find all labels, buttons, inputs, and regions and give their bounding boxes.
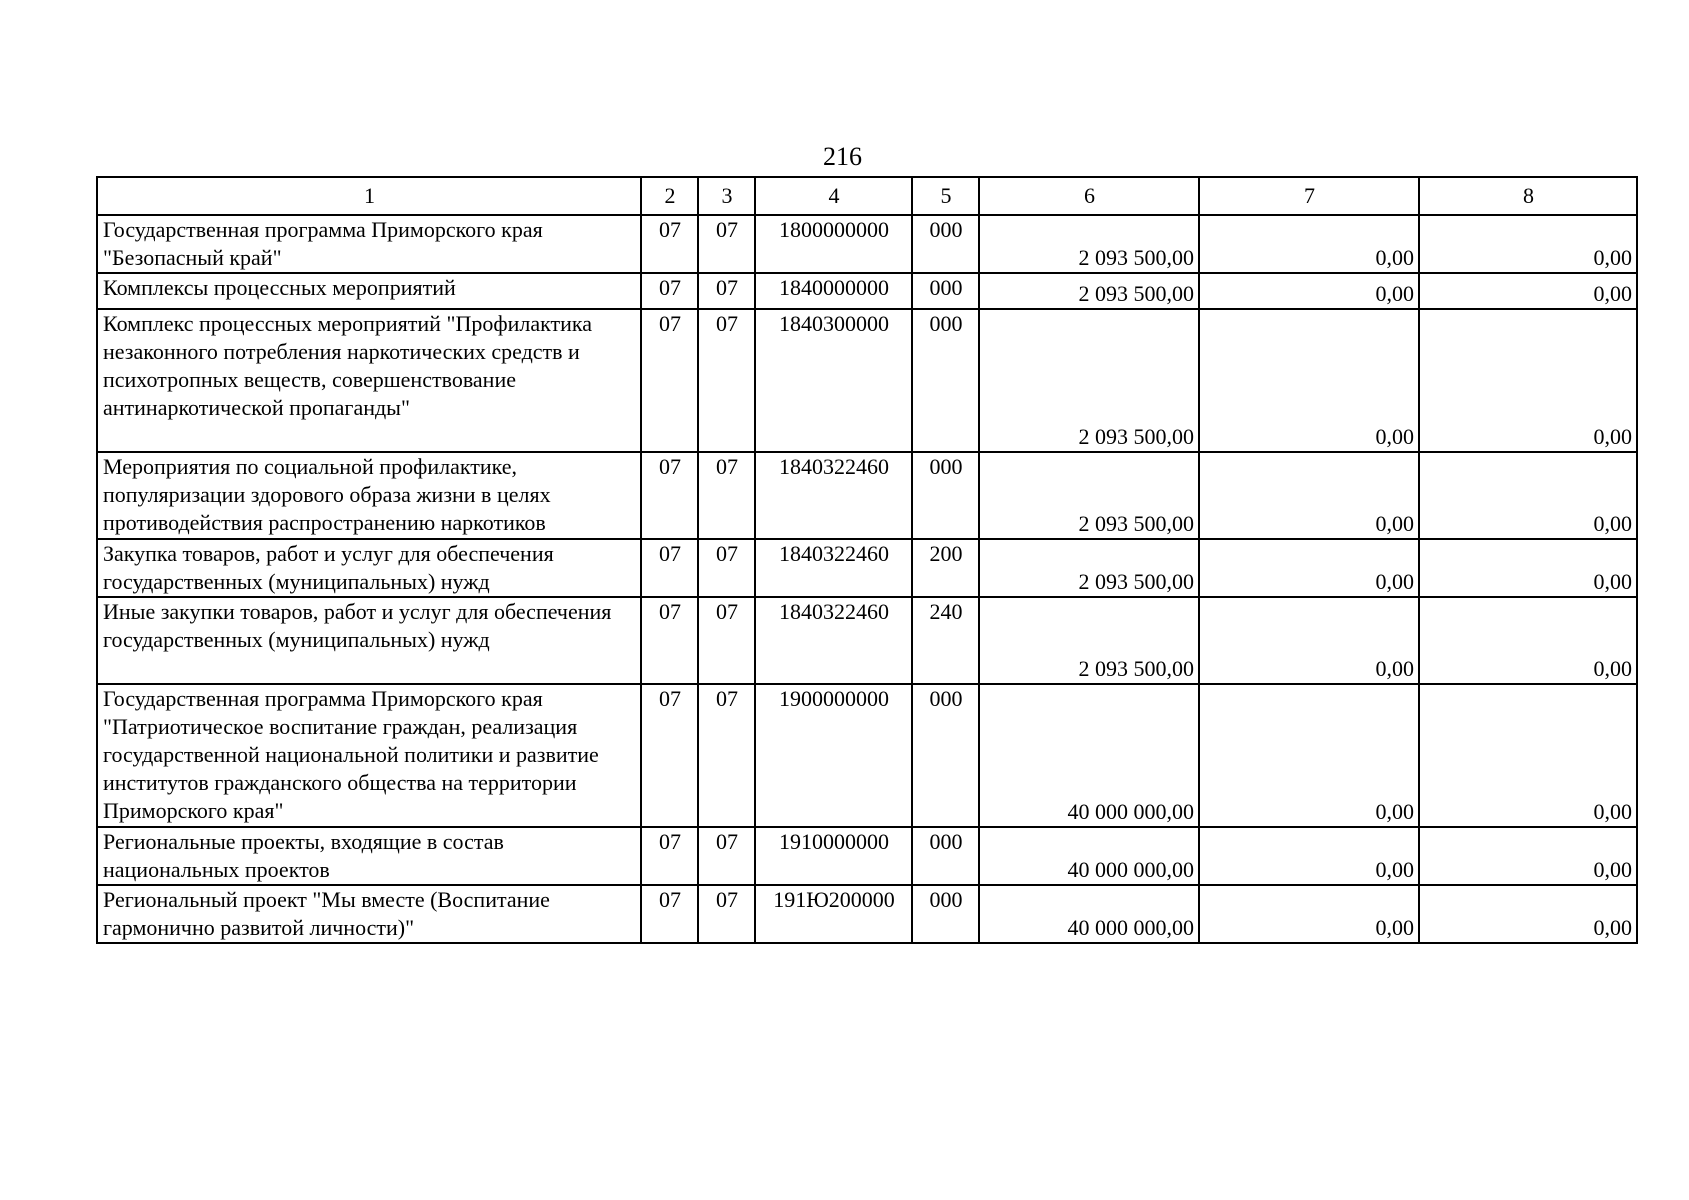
row-amount-8: 0,00 (1419, 827, 1637, 885)
table-row (97, 597, 1637, 684)
row-expense-type: 000 (912, 885, 979, 943)
row-section: 07 (641, 273, 698, 309)
row-amount-6: 40 000 000,00 (979, 684, 1199, 827)
row-expense-type: 000 (912, 827, 979, 885)
header-cell: 7 (1199, 177, 1419, 215)
header-cell: 6 (979, 177, 1199, 215)
row-section: 07 (641, 309, 698, 452)
row-name: Региональный проект "Мы вместе (Воспитание гармонично развитой личности)" (97, 885, 641, 943)
row-subsection: 07 (698, 827, 755, 885)
row-amount-6: 2 093 500,00 (979, 452, 1199, 539)
header-cell: 4 (755, 177, 912, 215)
row-target-code: 1840322460 (755, 452, 912, 539)
row-amount-6: 2 093 500,00 (979, 309, 1199, 452)
header-cell: 8 (1419, 177, 1637, 215)
row-section: 07 (641, 827, 698, 885)
table-row (97, 309, 1637, 452)
row-expense-type: 200 (912, 539, 979, 597)
row-amount-8: 0,00 (1419, 597, 1637, 684)
row-subsection: 07 (698, 215, 755, 273)
row-amount-7: 0,00 (1199, 827, 1419, 885)
row-name: Иные закупки товаров, работ и услуг для обеспечения государственных (муниципальных) нужд (97, 597, 641, 684)
row-section: 07 (641, 597, 698, 684)
row-subsection: 07 (698, 309, 755, 452)
row-subsection: 07 (698, 539, 755, 597)
row-amount-7: 0,00 (1199, 273, 1419, 309)
row-amount-7: 0,00 (1199, 215, 1419, 273)
row-amount-8: 0,00 (1419, 684, 1637, 827)
row-expense-type: 000 (912, 684, 979, 827)
budget-table (96, 176, 1638, 944)
row-subsection: 07 (698, 452, 755, 539)
page-number: 216 (823, 142, 862, 171)
row-name: Государственная программа Приморского края "Патриотическое воспитание граждан, реализация государственной национальной политики и развитие институтов гражданского общества на территории Приморского края" (97, 684, 641, 827)
row-amount-8: 0,00 (1419, 309, 1637, 452)
row-subsection: 07 (698, 597, 755, 684)
row-section: 07 (641, 539, 698, 597)
row-expense-type: 240 (912, 597, 979, 684)
row-name: Комплекс процессных мероприятий "Профилактика незаконного потребления наркотических средств и психотропных веществ, совершенствование антинаркотической пропаганды" (97, 309, 641, 452)
header-cell: 1 (97, 177, 641, 215)
row-amount-8: 0,00 (1419, 273, 1637, 309)
row-name: Мероприятия по социальной профилактике, популяризации здорового образа жизни в целях противодействия распространению наркотиков (97, 452, 641, 539)
row-section: 07 (641, 885, 698, 943)
row-target-code: 1840300000 (755, 309, 912, 452)
row-section: 07 (641, 684, 698, 827)
row-expense-type: 000 (912, 273, 979, 309)
table-row (97, 885, 1637, 943)
row-target-code: 1840322460 (755, 539, 912, 597)
header-cell: 3 (698, 177, 755, 215)
row-target-code: 191Ю200000 (755, 885, 912, 943)
table-row (97, 215, 1637, 273)
row-amount-7: 0,00 (1199, 452, 1419, 539)
row-name: Закупка товаров, работ и услуг для обеспечения государственных (муниципальных) нужд (97, 539, 641, 597)
row-amount-7: 0,00 (1199, 539, 1419, 597)
row-subsection: 07 (698, 885, 755, 943)
row-amount-8: 0,00 (1419, 215, 1637, 273)
row-section: 07 (641, 215, 698, 273)
row-amount-7: 0,00 (1199, 597, 1419, 684)
row-amount-6: 2 093 500,00 (979, 539, 1199, 597)
row-target-code: 1910000000 (755, 827, 912, 885)
row-target-code: 1840322460 (755, 597, 912, 684)
header-cell: 5 (912, 177, 979, 215)
row-amount-6: 2 093 500,00 (979, 597, 1199, 684)
row-amount-6: 40 000 000,00 (979, 827, 1199, 885)
row-target-code: 1840000000 (755, 273, 912, 309)
row-target-code: 1800000000 (755, 215, 912, 273)
row-amount-6: 2 093 500,00 (979, 273, 1199, 309)
table-row (97, 539, 1637, 597)
table-row (97, 827, 1637, 885)
row-amount-7: 0,00 (1199, 309, 1419, 452)
header-row (97, 177, 1637, 215)
row-target-code: 1900000000 (755, 684, 912, 827)
row-subsection: 07 (698, 273, 755, 309)
table-row (97, 273, 1637, 309)
row-amount-8: 0,00 (1419, 885, 1637, 943)
header-cell: 2 (641, 177, 698, 215)
row-amount-8: 0,00 (1419, 452, 1637, 539)
row-amount-6: 40 000 000,00 (979, 885, 1199, 943)
row-amount-7: 0,00 (1199, 885, 1419, 943)
table-row (97, 452, 1637, 539)
row-name: Региональные проекты, входящие в состав национальных проектов (97, 827, 641, 885)
row-name: Государственная программа Приморского края "Безопасный край" (97, 215, 641, 273)
row-amount-7: 0,00 (1199, 684, 1419, 827)
row-name: Комплексы процессных мероприятий (97, 273, 641, 309)
row-amount-6: 2 093 500,00 (979, 215, 1199, 273)
row-subsection: 07 (698, 684, 755, 827)
row-expense-type: 000 (912, 309, 979, 452)
row-expense-type: 000 (912, 452, 979, 539)
table-row (97, 684, 1637, 827)
row-amount-8: 0,00 (1419, 539, 1637, 597)
row-expense-type: 000 (912, 215, 979, 273)
row-section: 07 (641, 452, 698, 539)
